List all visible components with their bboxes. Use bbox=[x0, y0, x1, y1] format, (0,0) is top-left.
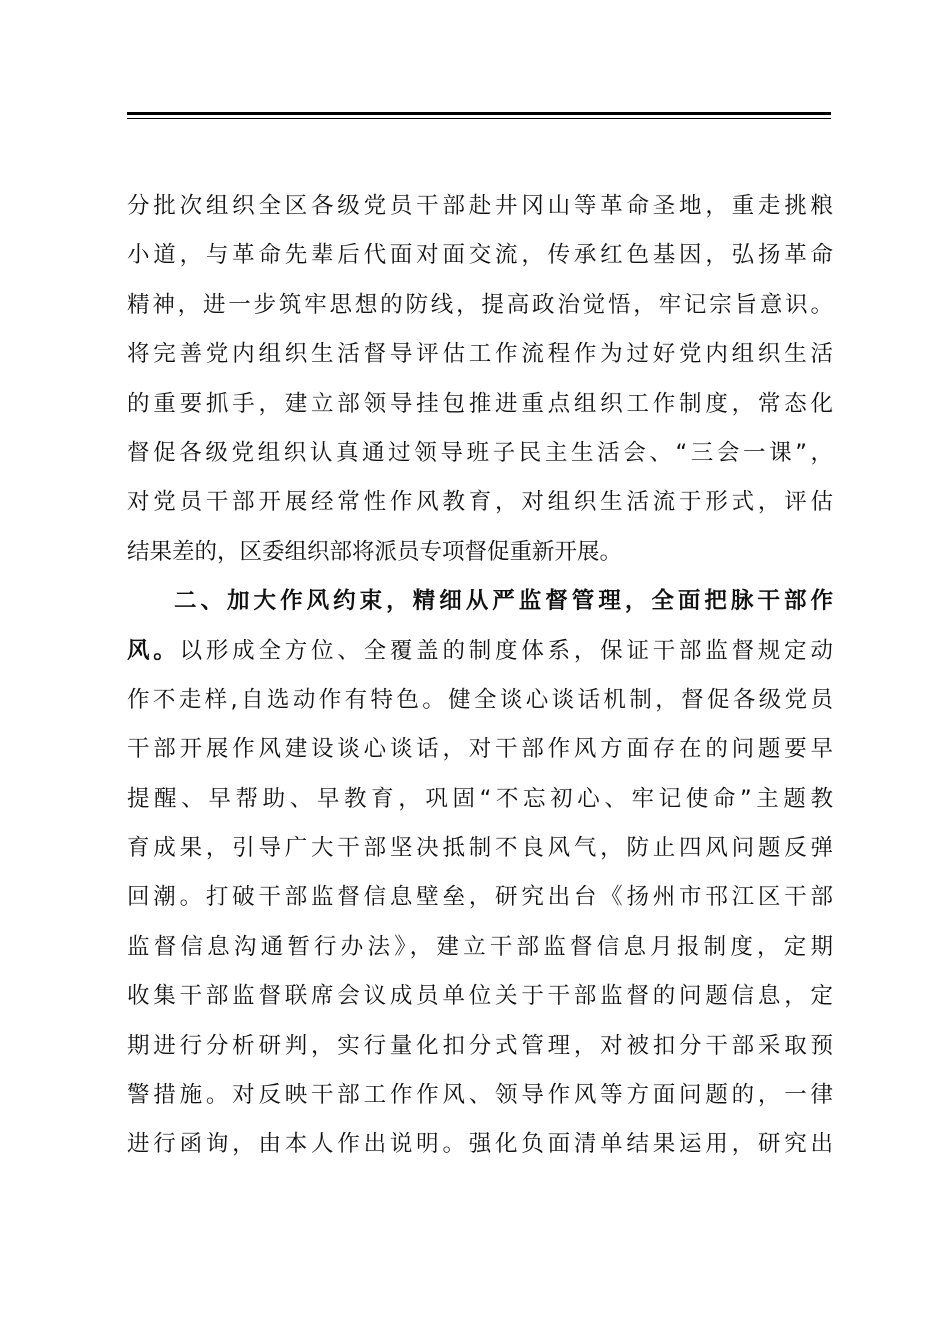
text-line: 精神，进一步筑牢思想的防线，提高政治觉悟，牢记宗旨意识。 bbox=[127, 291, 833, 318]
text-line: 进行函询，由本人作出说明。强化负面清单结果运用，研究出 bbox=[127, 1131, 833, 1158]
text-line: 育成果，引导广大干部坚决抵制不良风气，防止四风问题反弹 bbox=[127, 835, 833, 862]
text-line: 警措施。对反映干部工作作风、领导作风等方面问题的，一律 bbox=[127, 1082, 833, 1109]
text-line: 小道，与革命先辈后代面对面交流，传承红色基因，弘扬革命 bbox=[127, 242, 833, 269]
text-line: 回潮。打破干部监督信息壁垒，研究出台《扬州市邗江区干部 bbox=[127, 884, 833, 911]
header-rule-thick bbox=[127, 112, 831, 115]
header-rule-thin bbox=[127, 118, 831, 119]
document-body bbox=[127, 182, 833, 1170]
text-line: 对党员干部开展经常性作风教育，对组织生活流于形式，评估 bbox=[127, 489, 833, 516]
text-line bbox=[127, 627, 833, 676]
text-line: 干部开展作风建设谈心谈话，对干部作风方面存在的问题要早 bbox=[127, 736, 833, 763]
section-heading-line: 二、加大作风约束，精细从严监督管理，全面把脉干部作 bbox=[174, 588, 833, 615]
text-line: 将完善党内组织生活督导评估工作流程作为过好党内组织生活 bbox=[127, 341, 833, 368]
text-run: 以形成全方位、全覆盖的制度体系，保证干部监督规定动 bbox=[179, 637, 833, 664]
text-line: 督促各级党组织认真通过领导班子民主生活会、“三会一课”， bbox=[127, 439, 833, 466]
text-line: 收集干部监督联席会议成员单位关于干部监督的问题信息，定 bbox=[127, 983, 833, 1010]
text-line: 作不走样,自选动作有特色。健全谈心谈话机制，督促各级党员 bbox=[127, 686, 833, 713]
text-line: 结果差的，区委组织部将派员专项督促重新开展。 bbox=[127, 538, 623, 565]
text-line: 的重要抓手，建立部领导挂包推进重点组织工作制度，常态化 bbox=[127, 390, 833, 417]
text-line: 期进行分析研判，实行量化扣分式管理，对被扣分干部采取预 bbox=[127, 1032, 833, 1059]
text-line: 监督信息沟通暂行办法》，建立干部监督信息月报制度，定期 bbox=[127, 933, 833, 960]
section-heading-tail: 风。 bbox=[127, 637, 180, 664]
text-line: 提醒、早帮助、早教育，巩固“不忘初心、牢记使命”主题教 bbox=[127, 785, 833, 812]
text-line: 分批次组织全区各级党员干部赴井冈山等革命圣地，重走挑粮 bbox=[127, 193, 833, 219]
